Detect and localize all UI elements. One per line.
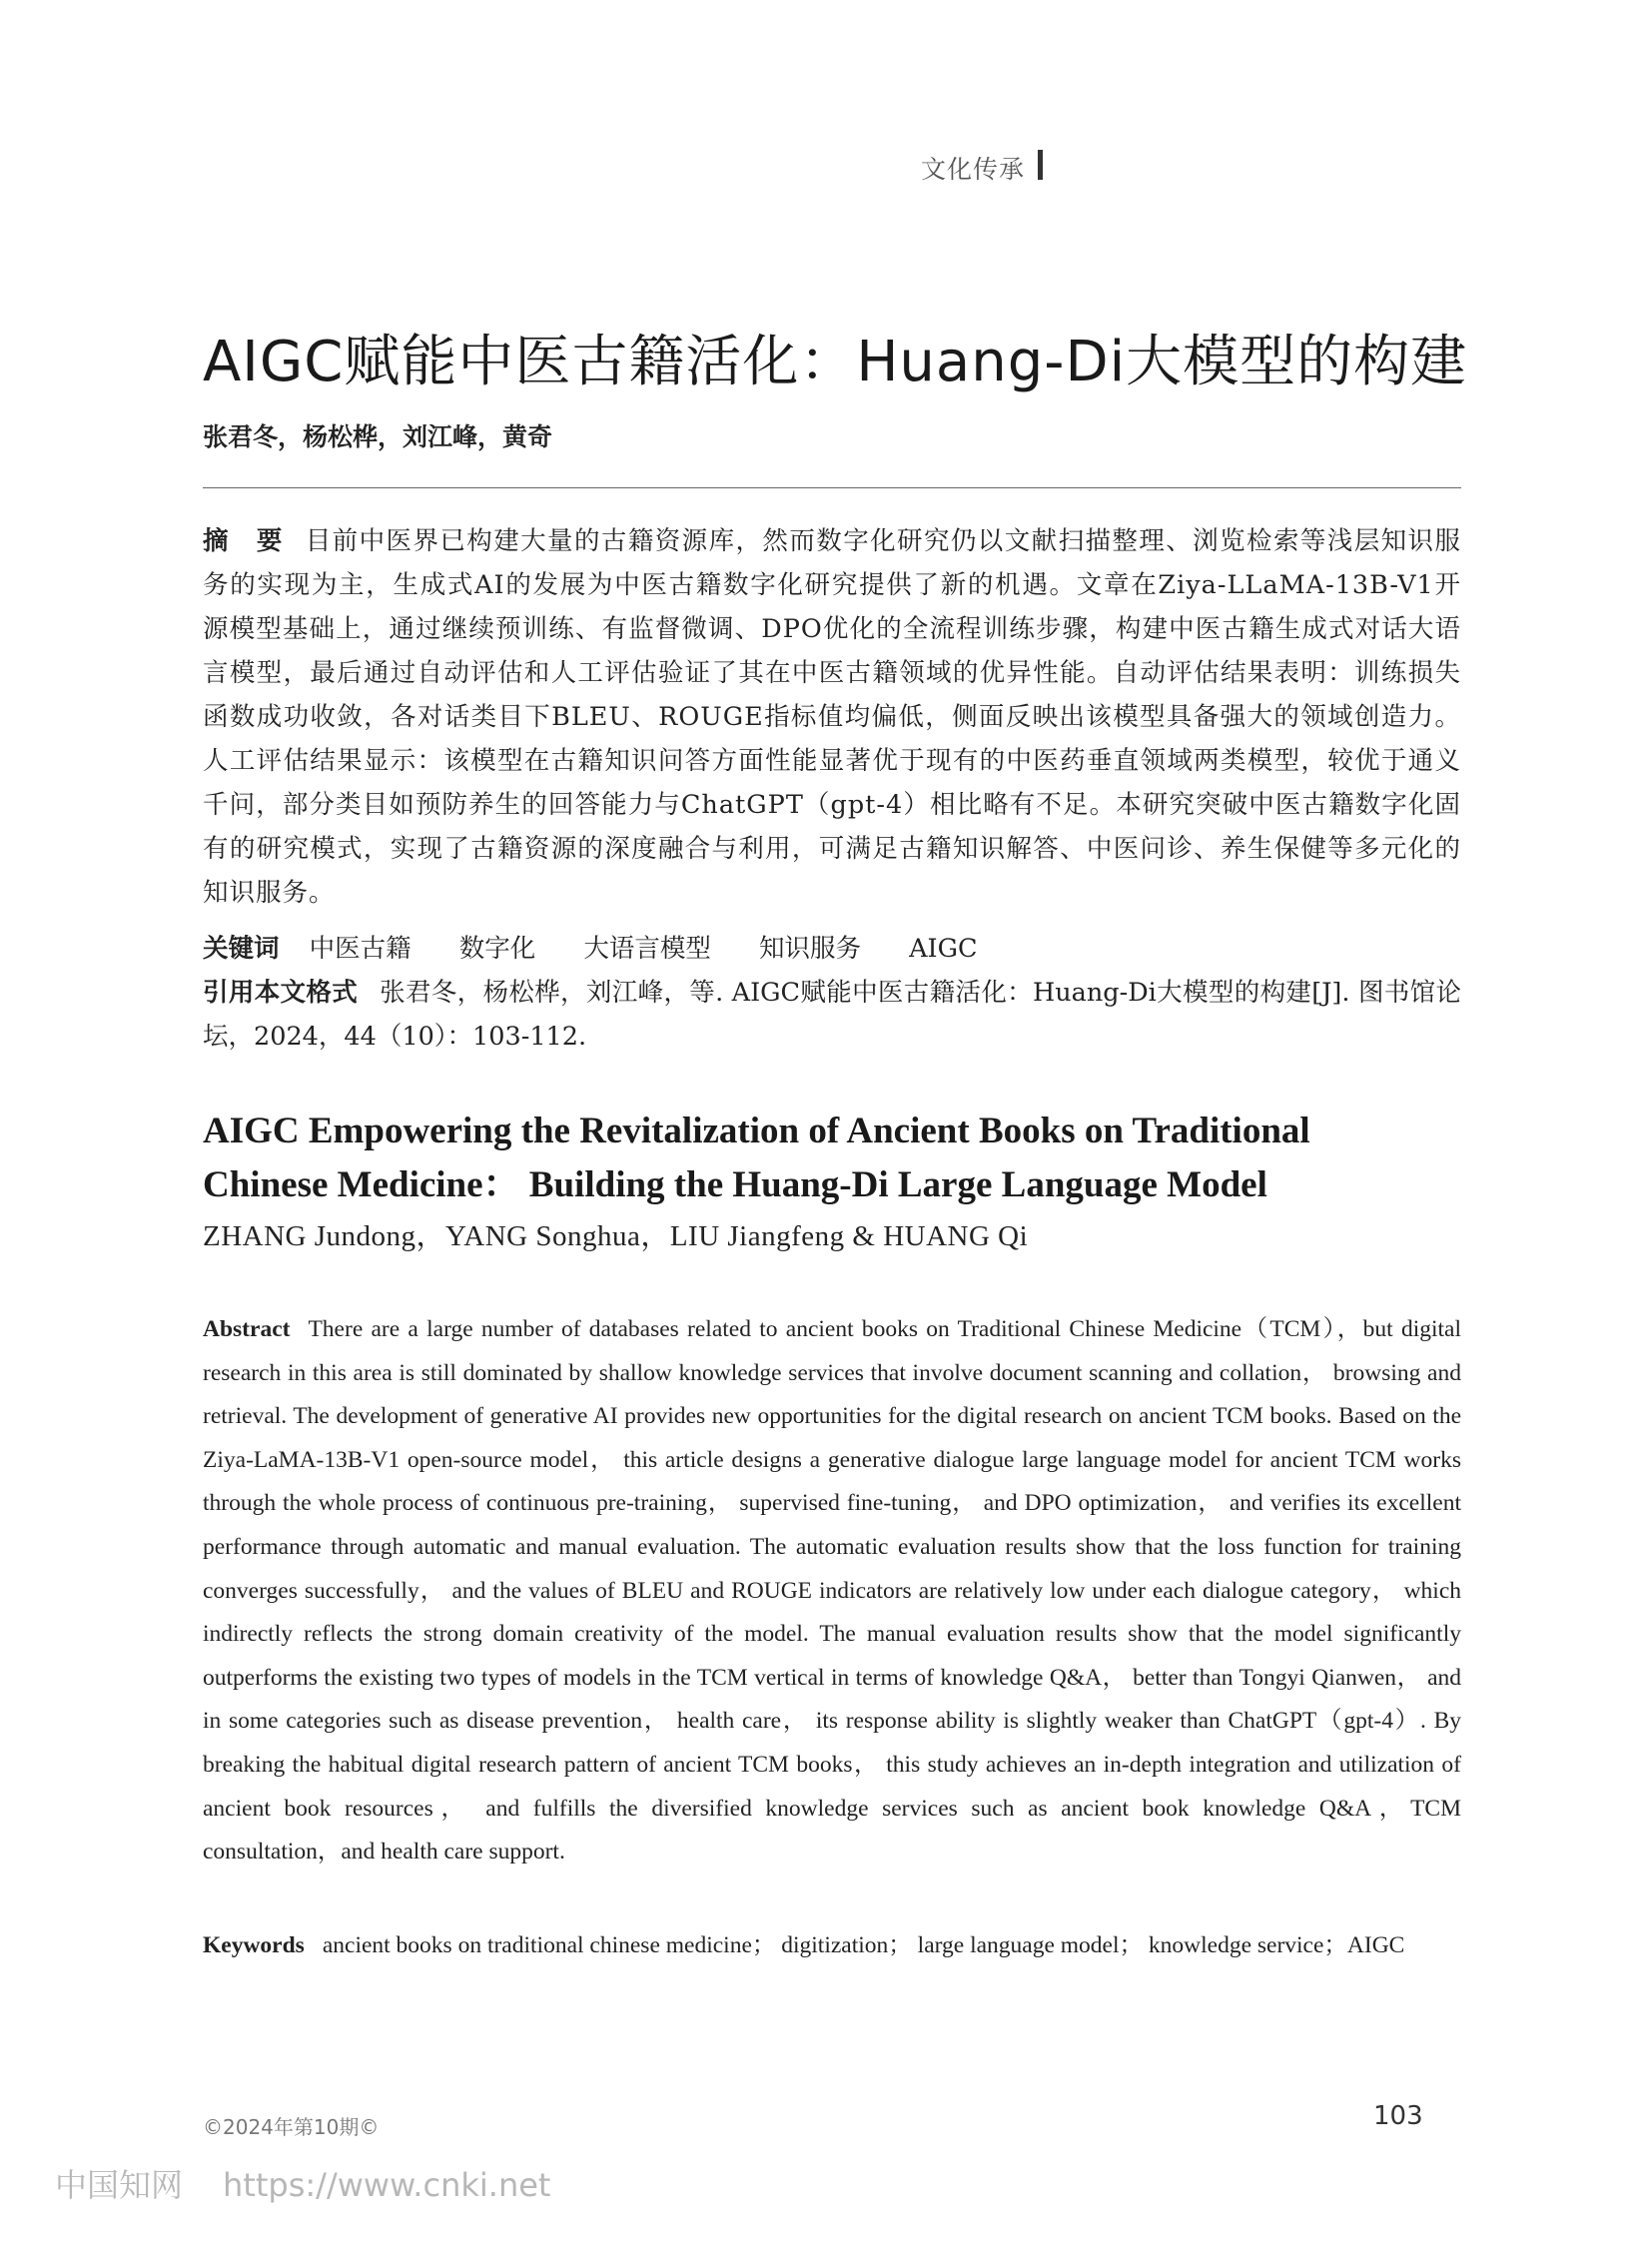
chinese-abstract-label: 摘 要 xyxy=(203,526,284,556)
chinese-abstract-text: 目前中医界已构建大量的古籍资源库，然而数字化研究仍以文献扫描整理、浏览检索等浅层知识服务的实现为主，生成式AI的发展为中医古籍数字化研究提供了新的机遇。文章在Ziya-LLaMA-13B-V1开源模型基础上，通过继续预训练、有监督微调、DPO优化的全流程训练步骤，构建中医古籍生成式对话大语言模型，最后通过自动评估和人工评估验证了其在中医古籍领域的优异性能。自动评估结果表明：训练损失函数成功收敛，各对话类目下BLEU、ROUGE指标值均偏低，侧面反映出该模型具备强大的领域创造力。人工评估结果显示：该模型在古籍知识问答方面性能显著优于现有的中医药垂直领域两类模型，较优于通义千问，部分类目如预防养生的回答能力与ChatGPT（gpt-4）相比略有不足。本研究突破中医古籍数字化固有的研究模式，实现了古籍资源的深度融合与利用，可满足古籍知识解答、中医问诊、养生保健等多元化的知识服务。 xyxy=(203,526,1461,908)
english-abstract xyxy=(203,1308,1461,1874)
citation-text: 张君冬，杨松桦，刘江峰，等. AIGC赋能中医古籍活化：Huang-Di大模型的构建[J]. 图书馆论坛，2024，44（10）：103-112. xyxy=(203,978,1461,1052)
english-abstract-label: Abstract xyxy=(203,1316,291,1342)
issue-info: ©2024年第10期© xyxy=(203,2115,380,2139)
english-keywords-text: ancient books on traditional chinese medicine； digitization； large language model； knowledge service；AIGC xyxy=(322,1932,1405,1958)
title-divider xyxy=(203,487,1461,488)
chinese-keywords xyxy=(203,927,1461,971)
english-keywords-label: Keywords xyxy=(203,1932,305,1958)
cnki-watermark xyxy=(55,2160,550,2206)
watermark-brand: 中国知网 xyxy=(55,2166,184,2204)
watermark-url: https://www.cnki.net xyxy=(223,2166,551,2204)
chinese-keywords-label: 关键词 xyxy=(203,934,280,964)
english-abstract-text: There are a large number of databases related to ancient books on Traditional Chinese Medicine（TCM），but digital research in this area is still dominated by shallow knowledge services that involve document scanning and collation， browsing and retrieval. The development of generative AI provides new opportunities for the digital research on ancient TCM books. Based on the Ziya-LaMA-13B-V1 open-source model， this article designs a generative dialogue large language model for ancient TCM works through the whole process of continuous pre-training， supervised fine-tuning， and DPO optimization， and verifies its excellent performance through automatic and manual evaluation. The automatic evaluation results show that the loss function for training converges successfully， and the values of BLEU and ROUGE indicators are relatively low under each dialogue category， which indirectly reflects the strong domain creativity of the model. The manual evaluation results show that the model significantly outperforms the existing two types of models in the TCM vertical in terms of knowledge Q&A， better than Tongyi Qianwen， and in some categories such as disease prevention， health care， its response ability is slightly weaker than ChatGPT（gpt-4）. By breaking the habitual digital research pattern of ancient TCM books， this study achieves an in-depth integration and utilization of ancient book resources， and fulfills the diversified knowledge services such as ancient book knowledge Q&A，TCM consultation，and health care support. xyxy=(203,1316,1461,1866)
citation-label: 引用本文格式 xyxy=(203,978,359,1008)
chinese-keyword: AIGC xyxy=(909,934,978,964)
page-number: 103 xyxy=(1373,2101,1423,2131)
english-title xyxy=(203,1105,1461,1212)
chinese-keyword: 中医古籍 xyxy=(309,934,412,964)
chinese-keyword: 知识服务 xyxy=(759,934,862,964)
section-label: 文化传承 xyxy=(920,155,1025,184)
chinese-title: AIGC赋能中医古籍活化：Huang-Di大模型的构建 xyxy=(203,330,1468,394)
citation-format xyxy=(203,971,1461,1059)
chinese-keyword: 大语言模型 xyxy=(583,934,711,964)
section-bar-divider xyxy=(1038,150,1043,180)
english-keywords xyxy=(203,1924,1461,1968)
chinese-authors: 张君冬，杨松桦，刘江峰，黄奇 xyxy=(203,422,553,451)
chinese-keyword: 数字化 xyxy=(458,934,536,964)
english-authors: ZHANG Jundong，YANG Songhua，LIU Jiangfeng & HUANG Qi xyxy=(203,1220,1029,1252)
english-title-line: AIGC Empowering the Revitalization of Ancient Books on Traditional xyxy=(203,1111,1310,1151)
chinese-abstract xyxy=(203,519,1461,915)
english-title-line: Chinese Medicine： Building the Huang-Di Large Language Model xyxy=(203,1164,1267,1205)
